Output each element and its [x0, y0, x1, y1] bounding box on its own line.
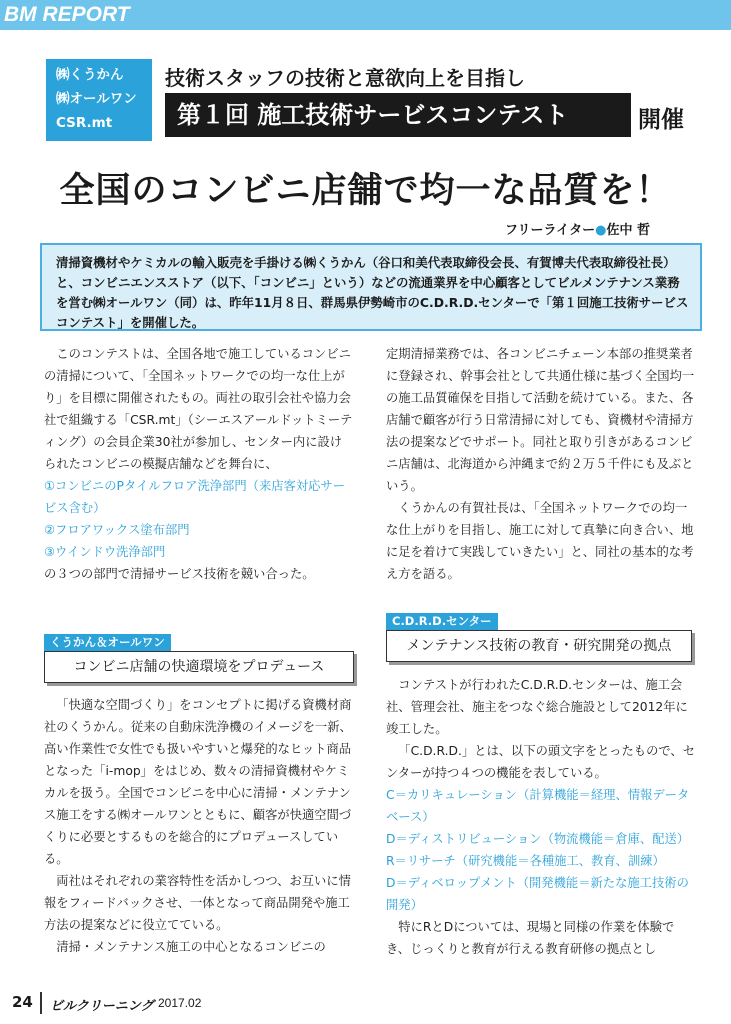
section-tag-kuukan: くうかん＆オールワン — [44, 634, 171, 651]
byline-name: 佐中 哲 — [606, 223, 650, 238]
function-item: D＝ディベロップメント（開発機能＝新たな施工技術の開発） — [386, 876, 689, 912]
report-label: BM REPORT — [4, 3, 130, 26]
function-item: D＝ディストリビューション（物流機能＝倉庫、配送） — [386, 832, 690, 846]
held-label: 開催 — [638, 107, 684, 133]
division-item: ③ウインドウ洗浄部門 — [44, 545, 166, 559]
company-name-kuukan: ㈱くうかん — [56, 67, 124, 83]
issue-date: 2017.02 — [158, 996, 202, 1010]
body-paragraph: 「C.D.R.D.」とは、以下の頭文字をとったもので、センターが持つ４つの機能を表している。 — [386, 744, 696, 780]
division-item: ②フロアワックス塗布部門 — [44, 523, 190, 537]
main-title: 全国のコンビニ店舗で均一な品質を！ — [59, 171, 672, 211]
closing-paragraph: の３つの部門で清掃サービス技術を競い合った。 — [44, 567, 315, 581]
body-paragraph: 「快適な空間づくり」をコンセプトに掲げる資機材商社のくうかん。従来の自動床洗浄機のイメージを一新、高い作業性で女性でも扱いやすいと爆発的なヒット商品となった「i-mop」をはじめ、数々の清掃資機材やケミカルを扱う。全国でコンビニを中心に清掃・メンテナンス施工をする㈱オールワンとともに、顧客が快適空間づくりに必要とするものを総合的にプロデュースしている。 — [44, 698, 352, 866]
contest-title: 第１回 施工技術サービスコンテスト — [165, 93, 631, 137]
headline-subtitle: 技術スタッフの技術と意欲向上を目指し — [165, 66, 525, 90]
division-item: ①コンビニのPタイルフロア洗浄部門（来店客対応サービス含む） — [44, 479, 346, 515]
section-title-cdrd: メンテナンス技術の教育・研究開発の拠点 — [386, 630, 692, 662]
right-column-top — [386, 343, 698, 585]
byline-role: フリーライター — [505, 223, 596, 238]
company-name-csr: CSR.mt — [56, 115, 113, 131]
body-paragraph: 清掃・メンテナンス施工の中心となるコンビニの — [56, 940, 326, 954]
body-paragraph: コンテストが行われたC.D.R.D.センターは、施工会社、管理会社、施主をつなぐ総合施設として2012年に竣工した。 — [386, 678, 688, 736]
section-title-kuukan: コンビニ店舗の快適環境をプロデュース — [44, 651, 354, 683]
section-tag-cdrd: C.D.R.D.センター — [386, 613, 498, 630]
header-band — [0, 0, 731, 30]
intro-paragraph: このコンテストは、全国各地で施工しているコンビニの清掃について、「全国ネットワークでの均一な仕上がり」を目標に開催されたもの。両社の取引会社や協力会社で組織する「CSR.mt」（シーエスアールドットミーティング）の会員企業30社が参加し、センター内に設けられたコンビニの模擬店舗などを舞台に、 — [44, 347, 353, 471]
body-paragraph: くうかんの有賀社長は、「全国ネットワークでの均一な仕上がりを目指し、施工に対して真摯に向き合い、地に足を着けて実践していきたい」と、同社の基本的な考え方を語る。 — [386, 501, 694, 581]
left-column-top — [44, 343, 354, 585]
body-paragraph: 両社はそれぞれの業容特性を活かしつつ、お互いに情報をフィードバックさせ、一体となって商品開発や施工方法の提案などに役立てている。 — [44, 874, 351, 932]
function-item: R＝リサーチ（研究機能＝各種施工、教育、訓練） — [386, 854, 665, 868]
left-column-bottom — [44, 694, 354, 958]
company-name-allone: ㈱オールワン — [56, 91, 137, 107]
company-box — [46, 59, 152, 141]
magazine-name: ビルクリーニング — [50, 998, 154, 1013]
body-paragraph: 定期清掃業務では、各コンビニチェーン本部の推奨業者に登録され、幹事会社として共通仕様に基づく全国均一の施工品質確保を目指して活動を続けている。また、各店舗で顧客が行う日常清掃に対しても、資機材や清掃方法の提案などでサポート。同社と取り引きがあるコンビニ店舗は、北海道から沖縄まで約２万５千件にも及ぶという。 — [386, 347, 695, 493]
byline — [505, 219, 650, 238]
page-number: 24 — [12, 993, 33, 1011]
byline-dot: ● — [595, 223, 607, 238]
lead-box: 清掃資機材やケミカルの輸入販売を手掛ける㈱くうかん（谷口和美代表取締役会長、有賀博夫代表取締役社長）と、コンビニエンスストア（以下、「コンビニ」という）などの流通業界を中心顧客としてビルメンテナンス業務を営む㈱オールワン（同）は、昨年11月８日、群馬県伊勢崎市のC.D.R.D.センターで「第１回施工技術サービスコンテスト」を開催した。 — [40, 243, 702, 331]
body-paragraph: 特にRとDについては、現場と同様の作業を体験でき、じっくりと教育が行える教育研修の拠点とし — [386, 920, 675, 956]
function-item: C＝カリキュレーション（計算機能＝経理、情報データベース） — [386, 788, 690, 824]
footer-divider — [40, 992, 42, 1014]
right-column-bottom — [386, 674, 698, 960]
